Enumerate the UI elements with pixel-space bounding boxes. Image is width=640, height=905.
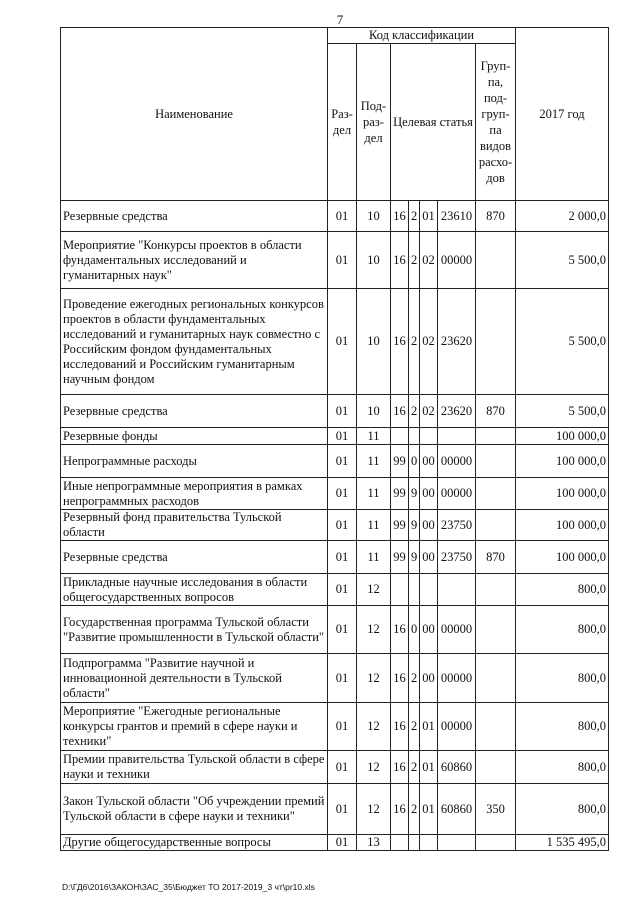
- row-amount: 1 535 495,0: [516, 835, 609, 851]
- row-amount: 5 500,0: [516, 395, 609, 428]
- row-name: Другие общегосударственные вопросы: [61, 835, 328, 851]
- row-amount: 100 000,0: [516, 445, 609, 478]
- row-target-subprogram: 0: [409, 606, 420, 654]
- row-target-direction: 00000: [438, 654, 476, 703]
- row-razdel: 01: [328, 751, 357, 784]
- row-podrazdel: 11: [357, 541, 391, 574]
- table-row: [61, 445, 609, 478]
- row-razdel: 01: [328, 395, 357, 428]
- row-target-event: 01: [420, 703, 438, 751]
- row-target-event: [420, 574, 438, 606]
- row-amount: 100 000,0: [516, 478, 609, 510]
- table-row: [61, 395, 609, 428]
- table-row: [61, 835, 609, 851]
- row-target-program: 16: [391, 703, 409, 751]
- table-body: [61, 201, 609, 851]
- row-expense-group: 350: [476, 784, 516, 835]
- row-name: Закон Тульской области "Об учреждении премий Тульской области в сфере науки и техники": [61, 784, 328, 835]
- row-expense-group: [476, 751, 516, 784]
- row-target-direction: 23610: [438, 201, 476, 232]
- row-target-subprogram: 9: [409, 541, 420, 574]
- row-target-event: 00: [420, 541, 438, 574]
- table-row: [61, 751, 609, 784]
- row-target-program: 99: [391, 541, 409, 574]
- row-expense-group: [476, 289, 516, 395]
- row-expense-group: [476, 606, 516, 654]
- row-expense-group: [476, 574, 516, 606]
- row-target-subprogram: [409, 835, 420, 851]
- table-row: [61, 606, 609, 654]
- row-target-direction: 00000: [438, 445, 476, 478]
- row-target-subprogram: 2: [409, 395, 420, 428]
- row-amount: 5 500,0: [516, 289, 609, 395]
- row-podrazdel: 12: [357, 574, 391, 606]
- row-name: Подпрограмма "Развитие научной и инновационной деятельности в Тульской области": [61, 654, 328, 703]
- row-target-direction: 23620: [438, 395, 476, 428]
- row-razdel: 01: [328, 835, 357, 851]
- row-podrazdel: 12: [357, 751, 391, 784]
- row-target-event: 02: [420, 395, 438, 428]
- row-expense-group: [476, 835, 516, 851]
- table-row: [61, 784, 609, 835]
- row-target-event: 02: [420, 232, 438, 289]
- row-name: Премии правительства Тульской области в сфере науки и техники: [61, 751, 328, 784]
- row-podrazdel: 13: [357, 835, 391, 851]
- row-target-subprogram: 2: [409, 751, 420, 784]
- header-target: Целевая статья: [391, 44, 476, 201]
- row-expense-group: [476, 703, 516, 751]
- row-target-subprogram: 9: [409, 510, 420, 541]
- row-target-direction: 00000: [438, 232, 476, 289]
- row-target-subprogram: [409, 574, 420, 606]
- row-expense-group: [476, 654, 516, 703]
- row-amount: 2 000,0: [516, 201, 609, 232]
- row-amount: 800,0: [516, 654, 609, 703]
- table-row: [61, 510, 609, 541]
- header-podrazdel: Под- раз- дел: [357, 44, 391, 201]
- row-target-direction: 00000: [438, 606, 476, 654]
- row-razdel: 01: [328, 201, 357, 232]
- header-name: Наименование: [61, 28, 328, 201]
- row-target-program: [391, 428, 409, 445]
- row-podrazdel: 12: [357, 606, 391, 654]
- row-target-subprogram: 2: [409, 703, 420, 751]
- row-target-program: 99: [391, 445, 409, 478]
- row-target-subprogram: 9: [409, 478, 420, 510]
- row-target-program: 16: [391, 395, 409, 428]
- row-podrazdel: 11: [357, 428, 391, 445]
- table-row: [61, 289, 609, 395]
- row-amount: 800,0: [516, 703, 609, 751]
- table-row: [61, 574, 609, 606]
- row-target-subprogram: 2: [409, 289, 420, 395]
- row-target-subprogram: 2: [409, 784, 420, 835]
- header-code: Код классификации: [328, 28, 516, 44]
- row-podrazdel: 11: [357, 445, 391, 478]
- row-target-program: 16: [391, 201, 409, 232]
- file-path-footer: D:\ГД6\2016\ЗАКОН\ЗАС_35\Бюджет ТО 2017-2019_3 чт\pr10.xls: [62, 882, 315, 892]
- row-target-program: 16: [391, 751, 409, 784]
- table-row: [61, 541, 609, 574]
- row-name: Государственная программа Тульской области "Развитие промышленности в Тульской области": [61, 606, 328, 654]
- row-target-subprogram: 2: [409, 232, 420, 289]
- row-target-program: 16: [391, 606, 409, 654]
- row-target-subprogram: [409, 428, 420, 445]
- row-target-program: [391, 574, 409, 606]
- header-razdel: Раз- дел: [328, 44, 357, 201]
- row-expense-group: 870: [476, 201, 516, 232]
- header-group: Груп- па, под- груп- па видов расхо- дов: [476, 44, 516, 201]
- row-name: Мероприятие "Ежегодные региональные конкурсы грантов и премий в сфере науки и техники": [61, 703, 328, 751]
- row-target-direction: [438, 835, 476, 851]
- row-podrazdel: 11: [357, 510, 391, 541]
- row-name: Непрограммные расходы: [61, 445, 328, 478]
- row-target-program: 16: [391, 784, 409, 835]
- row-name: Резервные фонды: [61, 428, 328, 445]
- row-target-direction: 00000: [438, 703, 476, 751]
- page-number: 7: [336, 12, 344, 27]
- row-expense-group: [476, 478, 516, 510]
- row-name: Резервные средства: [61, 201, 328, 232]
- row-target-program: [391, 835, 409, 851]
- row-target-direction: 60860: [438, 751, 476, 784]
- row-name: Иные непрограммные мероприятия в рамках непрограммных расходов: [61, 478, 328, 510]
- row-name: Мероприятие "Конкурсы проектов в области фундаментальных исследований и гуманитарных наук": [61, 232, 328, 289]
- row-amount: 800,0: [516, 574, 609, 606]
- table-row: [61, 478, 609, 510]
- row-podrazdel: 12: [357, 703, 391, 751]
- row-razdel: 01: [328, 478, 357, 510]
- row-podrazdel: 11: [357, 478, 391, 510]
- row-target-direction: [438, 428, 476, 445]
- row-target-event: 02: [420, 289, 438, 395]
- row-amount: 800,0: [516, 784, 609, 835]
- row-amount: 800,0: [516, 606, 609, 654]
- row-target-event: 00: [420, 478, 438, 510]
- header-year: 2017 год: [516, 28, 609, 201]
- table-row: [61, 654, 609, 703]
- row-razdel: 01: [328, 654, 357, 703]
- row-podrazdel: 10: [357, 201, 391, 232]
- row-name: Прикладные научные исследования в области общегосударственных вопросов: [61, 574, 328, 606]
- row-target-program: 99: [391, 478, 409, 510]
- row-target-event: 00: [420, 654, 438, 703]
- row-podrazdel: 12: [357, 654, 391, 703]
- row-razdel: 01: [328, 232, 357, 289]
- row-podrazdel: 12: [357, 784, 391, 835]
- table-row: [61, 428, 609, 445]
- row-target-event: 01: [420, 751, 438, 784]
- row-target-event: 01: [420, 201, 438, 232]
- row-razdel: 01: [328, 289, 357, 395]
- row-target-direction: 00000: [438, 478, 476, 510]
- row-razdel: 01: [328, 445, 357, 478]
- row-razdel: 01: [328, 703, 357, 751]
- row-target-direction: 23620: [438, 289, 476, 395]
- row-podrazdel: 10: [357, 232, 391, 289]
- row-expense-group: [476, 232, 516, 289]
- row-target-program: 99: [391, 510, 409, 541]
- row-target-subprogram: 2: [409, 654, 420, 703]
- row-name: Резервные средства: [61, 395, 328, 428]
- table-row: [61, 703, 609, 751]
- row-amount: 100 000,0: [516, 541, 609, 574]
- row-target-event: [420, 428, 438, 445]
- row-expense-group: 870: [476, 395, 516, 428]
- row-target-program: 16: [391, 232, 409, 289]
- row-name: Резервные средства: [61, 541, 328, 574]
- row-target-direction: 60860: [438, 784, 476, 835]
- row-amount: 100 000,0: [516, 428, 609, 445]
- row-podrazdel: 10: [357, 289, 391, 395]
- row-expense-group: [476, 445, 516, 478]
- row-podrazdel: 10: [357, 395, 391, 428]
- row-expense-group: [476, 510, 516, 541]
- table-row: [61, 232, 609, 289]
- row-razdel: 01: [328, 510, 357, 541]
- row-amount: 800,0: [516, 751, 609, 784]
- row-amount: 100 000,0: [516, 510, 609, 541]
- row-target-direction: 23750: [438, 510, 476, 541]
- table-row: [61, 201, 609, 232]
- row-target-event: 00: [420, 510, 438, 541]
- row-amount: 5 500,0: [516, 232, 609, 289]
- row-target-event: 00: [420, 445, 438, 478]
- row-expense-group: 870: [476, 541, 516, 574]
- row-razdel: 01: [328, 428, 357, 445]
- row-razdel: 01: [328, 784, 357, 835]
- row-target-event: 01: [420, 784, 438, 835]
- row-target-direction: 23750: [438, 541, 476, 574]
- row-target-program: 16: [391, 289, 409, 395]
- row-razdel: 01: [328, 541, 357, 574]
- row-target-direction: [438, 574, 476, 606]
- budget-table: [60, 27, 609, 851]
- row-target-subprogram: 0: [409, 445, 420, 478]
- row-razdel: 01: [328, 574, 357, 606]
- row-target-event: 00: [420, 606, 438, 654]
- row-name: Проведение ежегодных региональных конкурсов проектов в области фундаментальных исследований и гуманитарных наук совместно с Российским фондом фундаментальных исследований и Российским гуманитарным научным фондом: [61, 289, 328, 395]
- row-target-event: [420, 835, 438, 851]
- row-name: Резервный фонд правительства Тульской области: [61, 510, 328, 541]
- row-target-program: 16: [391, 654, 409, 703]
- row-razdel: 01: [328, 606, 357, 654]
- row-target-subprogram: 2: [409, 201, 420, 232]
- row-expense-group: [476, 428, 516, 445]
